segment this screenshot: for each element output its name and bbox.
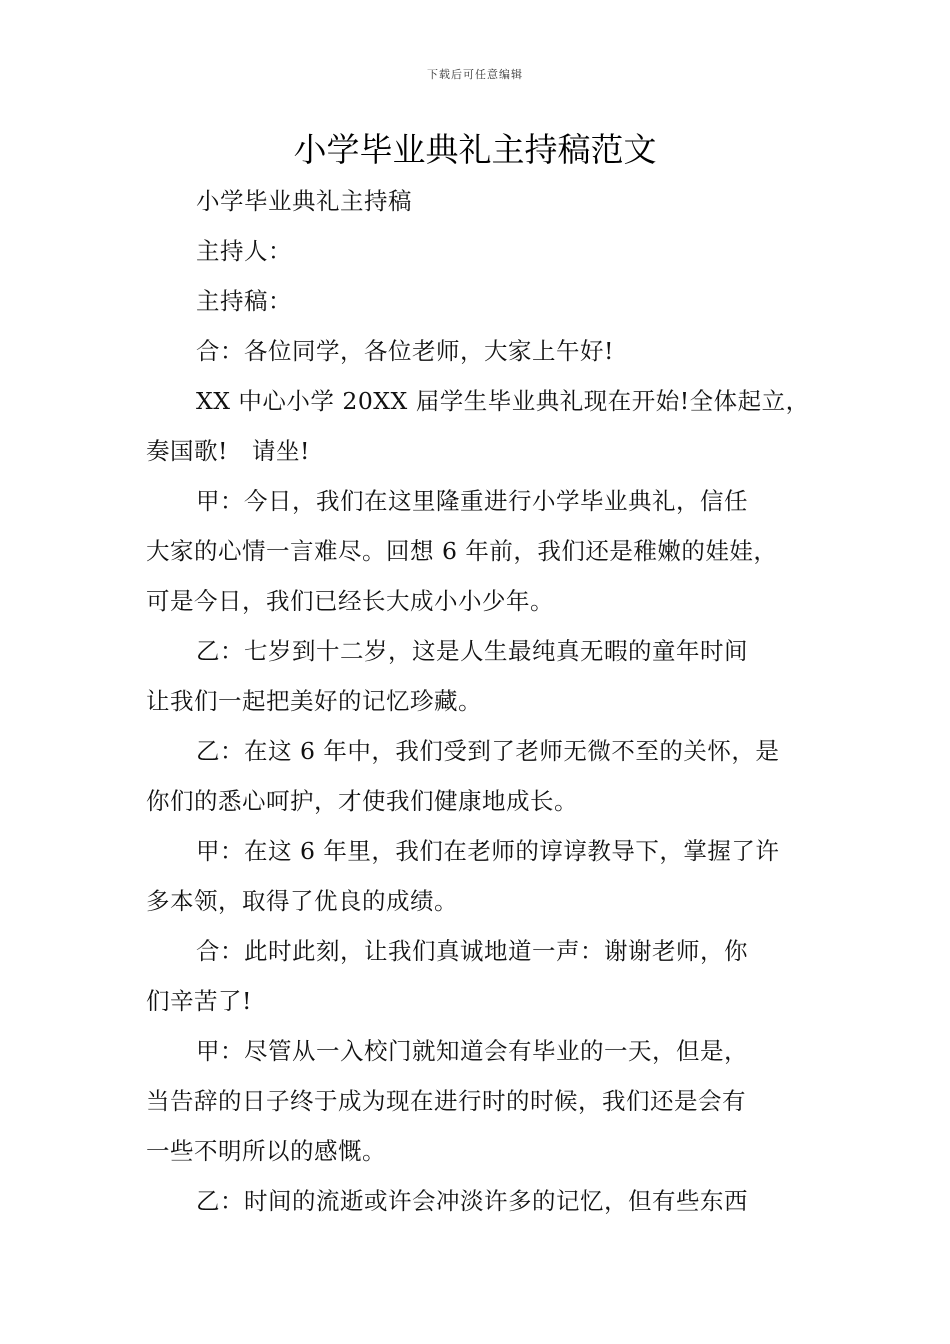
paragraph (146, 1176, 814, 1226)
paragraph-line: 合：此时此刻，让我们真诚地道一声：谢谢老师，你 (196, 937, 748, 965)
paragraph-line: 让我们一起把美好的记忆珍藏。 (146, 687, 482, 715)
paragraph (146, 626, 814, 726)
document-body (146, 176, 814, 1226)
paragraph (146, 476, 814, 626)
paragraph (146, 226, 814, 276)
paragraph-line: 你们的悉心呵护，才使我们健康地成长。 (146, 787, 578, 815)
paragraph (146, 376, 814, 476)
paragraph (146, 176, 814, 226)
paragraph-line: 甲：尽管从一入校门就知道会有毕业的一天，但是， (196, 1037, 748, 1065)
paragraph (146, 276, 814, 326)
document-title: 小学毕业典礼主持稿范文 (293, 130, 657, 169)
paragraph-line: 合：各位同学，各位老师，大家上午好! (196, 337, 614, 365)
paragraph-line: 一些不明所以的感慨。 (146, 1137, 386, 1165)
paragraph-line: 甲：在这 6 年里，我们在老师的谆谆教导下，掌握了许 (196, 837, 780, 865)
paragraph-line: 主持人： (196, 237, 292, 265)
paragraph-line: XX 中心小学 20XX 届学生毕业典礼现在开始!全体起立， (196, 387, 810, 415)
paragraph-line: 大家的心情一言难尽。回想 6 年前，我们还是稚嫩的娃娃， (146, 537, 778, 565)
paragraph (146, 726, 814, 826)
paragraph (146, 1026, 814, 1176)
paragraph-line: 可是今日，我们已经长大成小小少年。 (146, 587, 554, 615)
paragraph-line: 乙：时间的流逝或许会冲淡许多的记忆，但有些东西 (196, 1187, 748, 1215)
paragraph (146, 826, 814, 926)
paragraph-line: 小学毕业典礼主持稿 (196, 187, 412, 215)
paragraph-line: 当告辞的日子终于成为现在进行时的时候，我们还是会有 (146, 1087, 746, 1115)
paragraph (146, 326, 814, 376)
paragraph-line: 乙：七岁到十二岁，这是人生最纯真无暇的童年时间 (196, 637, 748, 665)
paragraph-line: 多本领，取得了优良的成绩。 (146, 887, 458, 915)
paragraph-line: 甲：今日，我们在这里隆重进行小学毕业典礼，信任 (196, 487, 748, 515)
paragraph (146, 926, 814, 1026)
paragraph-line: 们辛苦了! (146, 987, 252, 1015)
paragraph-line: 主持稿： (196, 287, 292, 315)
paragraph-line: 乙：在这 6 年中，我们受到了老师无微不至的关怀，是 (196, 737, 780, 765)
paragraph-line: 奏国歌! 请坐! (146, 437, 310, 465)
header-note: 下载后可任意编辑 (427, 68, 523, 81)
